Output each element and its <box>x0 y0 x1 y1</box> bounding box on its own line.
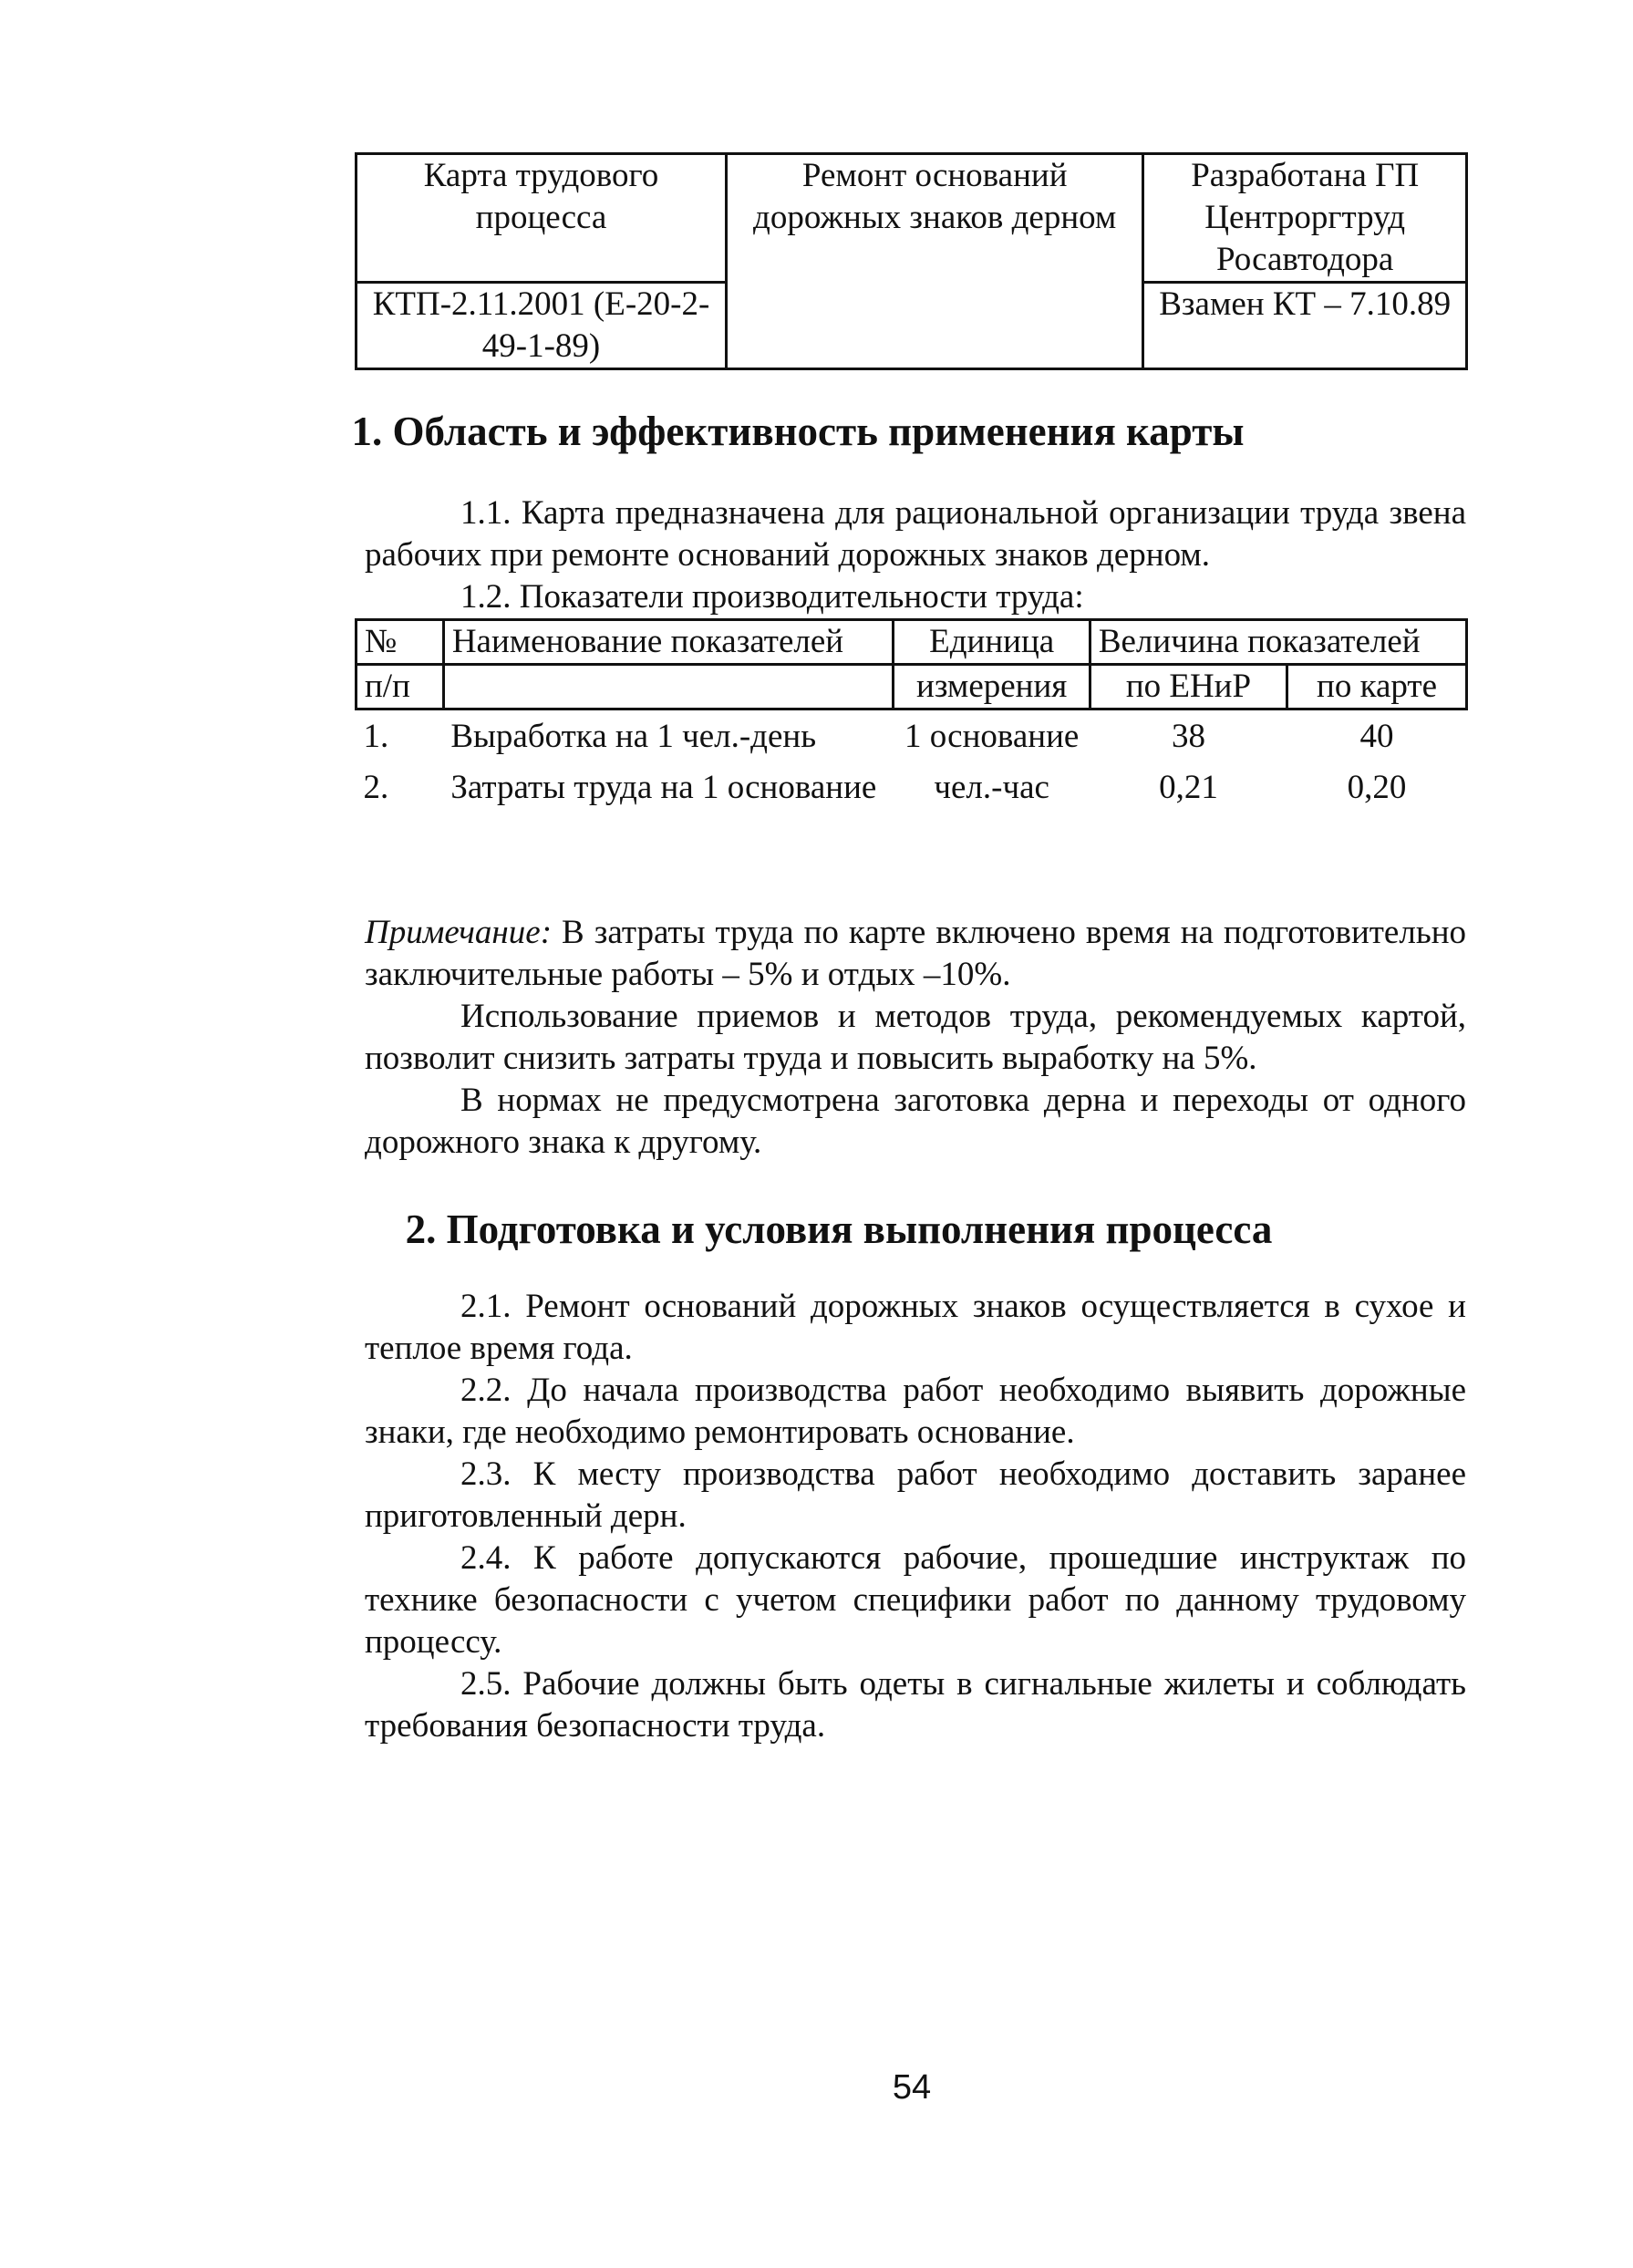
row-enir: 38 <box>1171 718 1205 755</box>
row-card: 40 <box>1359 718 1394 755</box>
col-name: Наименование показателей <box>443 620 894 665</box>
row-card: 0,20 <box>1347 769 1407 806</box>
paragraph-2-5: 2.5. Рабочие должны быть одеты в сигнальные жилеты и соблюдать требования безопасности труда. <box>365 1665 1466 1745</box>
paragraph-2-3: 2.3. К месту производства работ необходимо доставить заранее приготовленный дерн. <box>365 1455 1466 1535</box>
paragraph-1-1: 1.1. Карта предназначена для рациональной организации труда звена рабочих при ремонте оснований дорожных знаков дерном. <box>365 494 1466 574</box>
paragraph-norms: В нормах не предусмотрена заготовка дерна и переходы от одного дорожного знака к другому. <box>365 1082 1466 1161</box>
row-num: 1. <box>363 718 389 755</box>
row-name: Затраты труда на 1 основание <box>450 769 877 806</box>
paragraph-2-4: 2.4. К работе допускаются рабочие, прошедшие инструктаж по технике безопасности с учетом специфики работ по данному трудовому процессу. <box>365 1539 1466 1661</box>
paragraph-1-2: 1.2. Показатели производительности труда: <box>460 578 1084 616</box>
row-unit: 1 основание <box>904 718 1080 755</box>
section-2-heading: 2. Подготовка и условия выполнения процесса <box>405 1206 1273 1252</box>
card-code: КТП-2.11.2001 (Е-20-2-49-1-89) <box>357 283 727 369</box>
paragraph-methods: Использование приемов и методов труда, рекомендуемых картой, позволит снизить затраты труда и повысить выработку на 5%. <box>365 998 1466 1077</box>
note-label: Примечание: <box>365 914 553 951</box>
card-header-table <box>355 152 1468 370</box>
card-title: Ремонт оснований дорожных знаков дерном <box>727 154 1143 369</box>
row-num: 2. <box>363 769 389 806</box>
col-num-bottom: п/п <box>357 665 444 709</box>
col-name-empty <box>443 665 894 709</box>
col-num-top: № <box>357 620 444 665</box>
paragraph-2-1: 2.1. Ремонт оснований дорожных знаков осуществляется в сухое и теплое время года. <box>365 1288 1466 1367</box>
row-enir: 0,21 <box>1159 769 1218 806</box>
note-paragraph <box>365 912 1466 996</box>
card-replaces: Взамен КТ – 7.10.89 <box>1143 283 1467 369</box>
table-row <box>357 758 1467 809</box>
indicators-table <box>355 618 1468 809</box>
table-row <box>357 709 1467 759</box>
row-name: Выработка на 1 чел.-день <box>450 718 817 755</box>
card-developer: Разработана ГП Центроргтруд Росавтодора <box>1143 154 1467 283</box>
card-label: Карта трудового процесса <box>357 154 727 283</box>
section-1-heading: 1. Область и эффективность применения карты <box>351 409 1245 454</box>
col-card: по карте <box>1287 665 1467 709</box>
col-unit-bottom: измерения <box>894 665 1090 709</box>
note-text: В затраты труда по карте включено время на подготовительно заключительные работы – 5% и отдых –10%. <box>365 914 1466 993</box>
row-unit: чел.-час <box>934 769 1049 806</box>
col-enir: по ЕНиР <box>1090 665 1287 709</box>
col-value-group: Величина показателей <box>1090 620 1466 665</box>
col-unit-top: Единица <box>894 620 1090 665</box>
paragraph-2-2: 2.2. До начала производства работ необходимо выявить дорожные знаки, где необходимо ремонтировать основание. <box>365 1372 1466 1451</box>
page-number: 54 <box>892 2068 932 2107</box>
